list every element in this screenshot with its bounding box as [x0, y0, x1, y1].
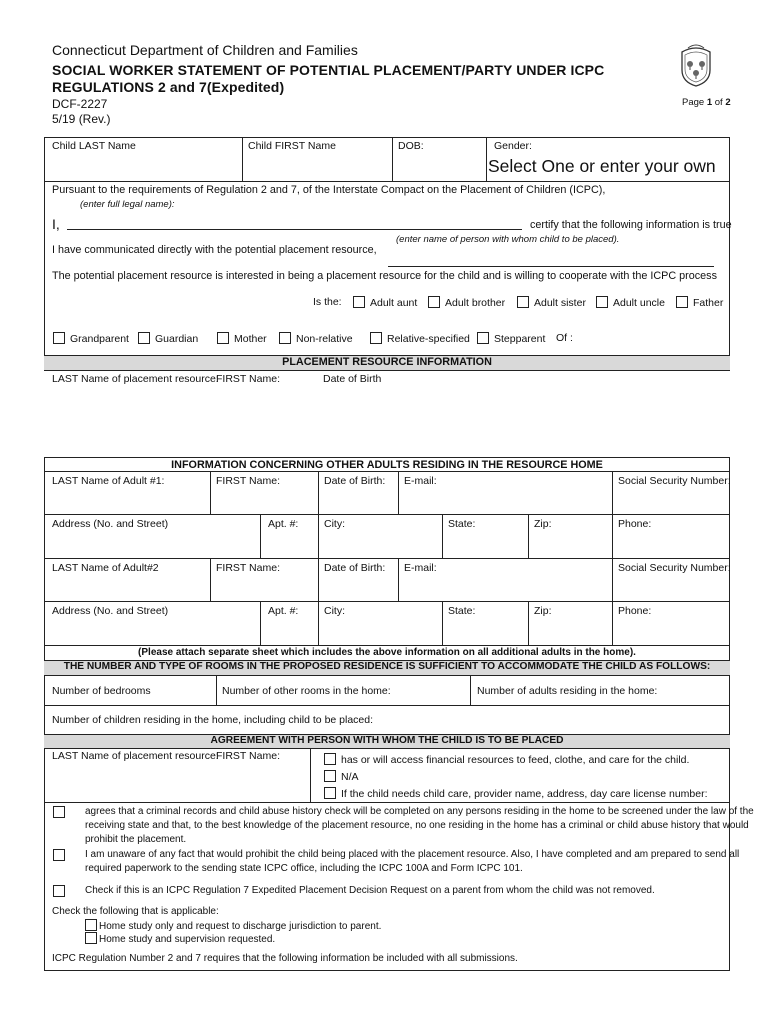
checkbox[interactable]	[53, 332, 65, 344]
adults-count-label: Number of adults residing in the home:	[477, 685, 658, 697]
adult1-state-label: State:	[448, 518, 476, 530]
adult1-phone-label: Phone:	[618, 518, 652, 530]
adult2-state-label: State:	[448, 605, 476, 617]
relation-guardian[interactable]: Guardian	[138, 332, 198, 345]
home-study-supervision-option[interactable]: Home study and supervision requested.	[85, 932, 275, 945]
attach-note: (Please attach separate sheet which includes the above information on all additional adults in the home).	[138, 647, 636, 658]
checkbox[interactable]	[370, 332, 382, 344]
gender-select[interactable]: Select One or enter your own	[488, 156, 716, 176]
child-first-name-label: Child FIRST Name	[248, 140, 336, 152]
adult1-dob-label: Date of Birth:	[324, 475, 386, 487]
other-rooms-label: Number of other rooms in the home:	[222, 685, 391, 697]
agency-name: Connecticut Department of Children and Families	[52, 42, 358, 58]
expedited-text: Check if this is an ICPC Regulation 7 Expedited Placement Decision Request on a parent from whom the child was not removed.	[85, 885, 655, 896]
state-seal-icon	[676, 42, 716, 88]
checkbox[interactable]	[324, 753, 336, 765]
checkbox[interactable]	[428, 296, 440, 308]
checkbox[interactable]	[324, 770, 336, 782]
adult1-apt-label: Apt. #:	[268, 518, 299, 530]
check-following-label: Check the following that is applicable:	[52, 906, 219, 917]
adult2-email-label: E-mail:	[404, 562, 437, 574]
relation-adult-sister[interactable]: Adult sister	[517, 296, 586, 309]
child-last-name-label: Child LAST Name	[52, 140, 136, 152]
checkbox[interactable]	[676, 296, 688, 308]
adult2-ssn-label: Social Security Number:	[618, 562, 731, 574]
certify-text: certify that the following information is true	[530, 219, 732, 231]
adult1-zip-label: Zip:	[534, 518, 552, 530]
form-title-line1: SOCIAL WORKER STATEMENT OF POTENTIAL PLACEMENT/PARTY UNDER ICPC	[52, 62, 605, 78]
checkbox[interactable]	[217, 332, 229, 344]
relation-mother[interactable]: Mother	[217, 332, 267, 345]
checkbox[interactable]	[85, 932, 97, 944]
adult2-apt-label: Apt. #:	[268, 605, 299, 617]
relation-stepparent[interactable]: Stepparent	[477, 332, 545, 345]
adult1-city-label: City:	[324, 518, 345, 530]
relation-relative-specified[interactable]: Relative-specified	[370, 332, 470, 345]
adult1-first-name-label: FIRST Name:	[216, 475, 280, 487]
gender-label: Gender:	[494, 140, 532, 152]
adult1-address-label: Address (No. and Street)	[52, 518, 169, 530]
placement-first-name-label: FIRST Name:	[216, 373, 280, 385]
child-dob-label: DOB:	[398, 140, 424, 152]
child-care-option[interactable]: If the child needs child care, provider name, address, day care license number:	[324, 787, 708, 800]
placement-resource-input-line[interactable]	[388, 266, 714, 267]
adult2-zip-label: Zip:	[534, 605, 552, 617]
financial-option[interactable]: has or will access financial resources to feed, clothe, and care for the child.	[324, 753, 689, 766]
checkbox[interactable]	[279, 332, 291, 344]
checkbox[interactable]	[596, 296, 608, 308]
adult2-dob-label: Date of Birth:	[324, 562, 386, 574]
checkbox[interactable]	[477, 332, 489, 344]
adult2-phone-label: Phone:	[618, 605, 652, 617]
form-title-line2: REGULATIONS 2 and 7(Expedited)	[52, 79, 285, 95]
agrees-line1: agrees that a criminal records and child abuse history check will be completed on any persons residing in the home to be screened under the law of the	[85, 806, 754, 817]
checkbox[interactable]	[53, 885, 65, 897]
agreement-last-name-label: LAST Name of placement resource:	[52, 750, 219, 762]
na-option[interactable]: N/A	[324, 770, 359, 783]
legal-name-hint: (enter full legal name):	[80, 199, 175, 210]
relation-grandparent[interactable]: Grandparent	[53, 332, 129, 345]
checkbox[interactable]	[517, 296, 529, 308]
pursuant-text: Pursuant to the requirements of Regulation 2 and 7, of the Interstate Compact on the Placement of Children (ICPC),	[52, 184, 606, 196]
adult1-ssn-label: Social Security Number:	[618, 475, 731, 487]
checkbox[interactable]	[53, 806, 65, 818]
agrees-line3: prohibit the placement.	[85, 834, 187, 845]
relation-father[interactable]: Father	[676, 296, 723, 309]
agrees-checkbox[interactable]	[53, 806, 70, 819]
interested-text: The potential placement resource is interested in being a placement resource for the child and is willing to cooperate with the ICPC process	[52, 270, 717, 282]
person-hint: (enter name of person with whom child to be placed).	[396, 234, 620, 245]
relation-adult-brother[interactable]: Adult brother	[428, 296, 505, 309]
footer-note: ICPC Regulation Number 2 and 7 requires that the following information be included with all submissions.	[52, 953, 518, 964]
adult2-address-label: Address (No. and Street)	[52, 605, 169, 617]
checkbox[interactable]	[353, 296, 365, 308]
form-revision: 5/19 (Rev.)	[52, 112, 111, 126]
bedrooms-label: Number of bedrooms	[52, 685, 151, 697]
rooms-heading: THE NUMBER AND TYPE OF ROOMS IN THE PROPOSED RESIDENCE IS SUFFICIENT TO ACCOMMODATE THE CHILD AS FOLLOWS:	[63, 661, 711, 672]
form-number: DCF-2227	[52, 97, 108, 111]
i-label: I,	[52, 216, 60, 232]
checkbox[interactable]	[85, 919, 97, 931]
legal-name-input-line[interactable]	[67, 229, 522, 230]
is-the-label: Is the:	[313, 296, 342, 308]
communicated-text: I have communicated directly with the potential placement resource,	[52, 244, 377, 256]
placement-heading: PLACEMENT RESOURCE INFORMATION	[282, 356, 492, 368]
adult2-first-name-label: FIRST Name:	[216, 562, 280, 574]
unaware-checkbox[interactable]	[53, 849, 70, 862]
relation-non-relative[interactable]: Non-relative	[279, 332, 353, 345]
checkbox[interactable]	[53, 849, 65, 861]
page-indicator: Page 1 of 2	[682, 97, 731, 108]
adult1-email-label: E-mail:	[404, 475, 437, 487]
agreement-heading: AGREEMENT WITH PERSON WITH WHOM THE CHILD IS TO BE PLACED	[210, 735, 564, 746]
expedited-checkbox[interactable]	[53, 885, 70, 898]
agreement-first-name-label: FIRST Name:	[216, 750, 280, 762]
children-count-label: Number of children residing in the home, including child to be placed:	[52, 714, 374, 726]
relation-adult-uncle[interactable]: Adult uncle	[596, 296, 665, 309]
placement-last-name-label: LAST Name of placement resource:	[52, 373, 219, 385]
unaware-line1: I am unaware of any fact that would prohibit the child being placed with the placement resource. Also, I have completed and am prepared to send all	[85, 849, 740, 860]
adult2-city-label: City:	[324, 605, 345, 617]
relation-adult-aunt[interactable]: Adult aunt	[353, 296, 417, 309]
placement-dob-label: Date of Birth	[323, 373, 382, 385]
of-label: Of :	[556, 332, 573, 344]
adults-heading: INFORMATION CONCERNING OTHER ADULTS RESIDING IN THE RESOURCE HOME	[171, 459, 603, 471]
home-study-discharge-option[interactable]: Home study only and request to discharge jurisdiction to parent.	[85, 919, 381, 932]
agrees-line2: receiving state and that, to the best knowledge of the placement resource, no one residing in the home has a criminal or child abuse history that would	[85, 820, 749, 831]
adult2-last-name-label: LAST Name of Adult#2	[52, 562, 159, 574]
adult1-last-name-label: LAST Name of Adult #1:	[52, 475, 165, 487]
checkbox[interactable]	[324, 787, 336, 799]
checkbox[interactable]	[138, 332, 150, 344]
unaware-line2: required paperwork to the sending state ICPC office, including the ICPC 100A and Form ICPC 101.	[85, 863, 523, 874]
